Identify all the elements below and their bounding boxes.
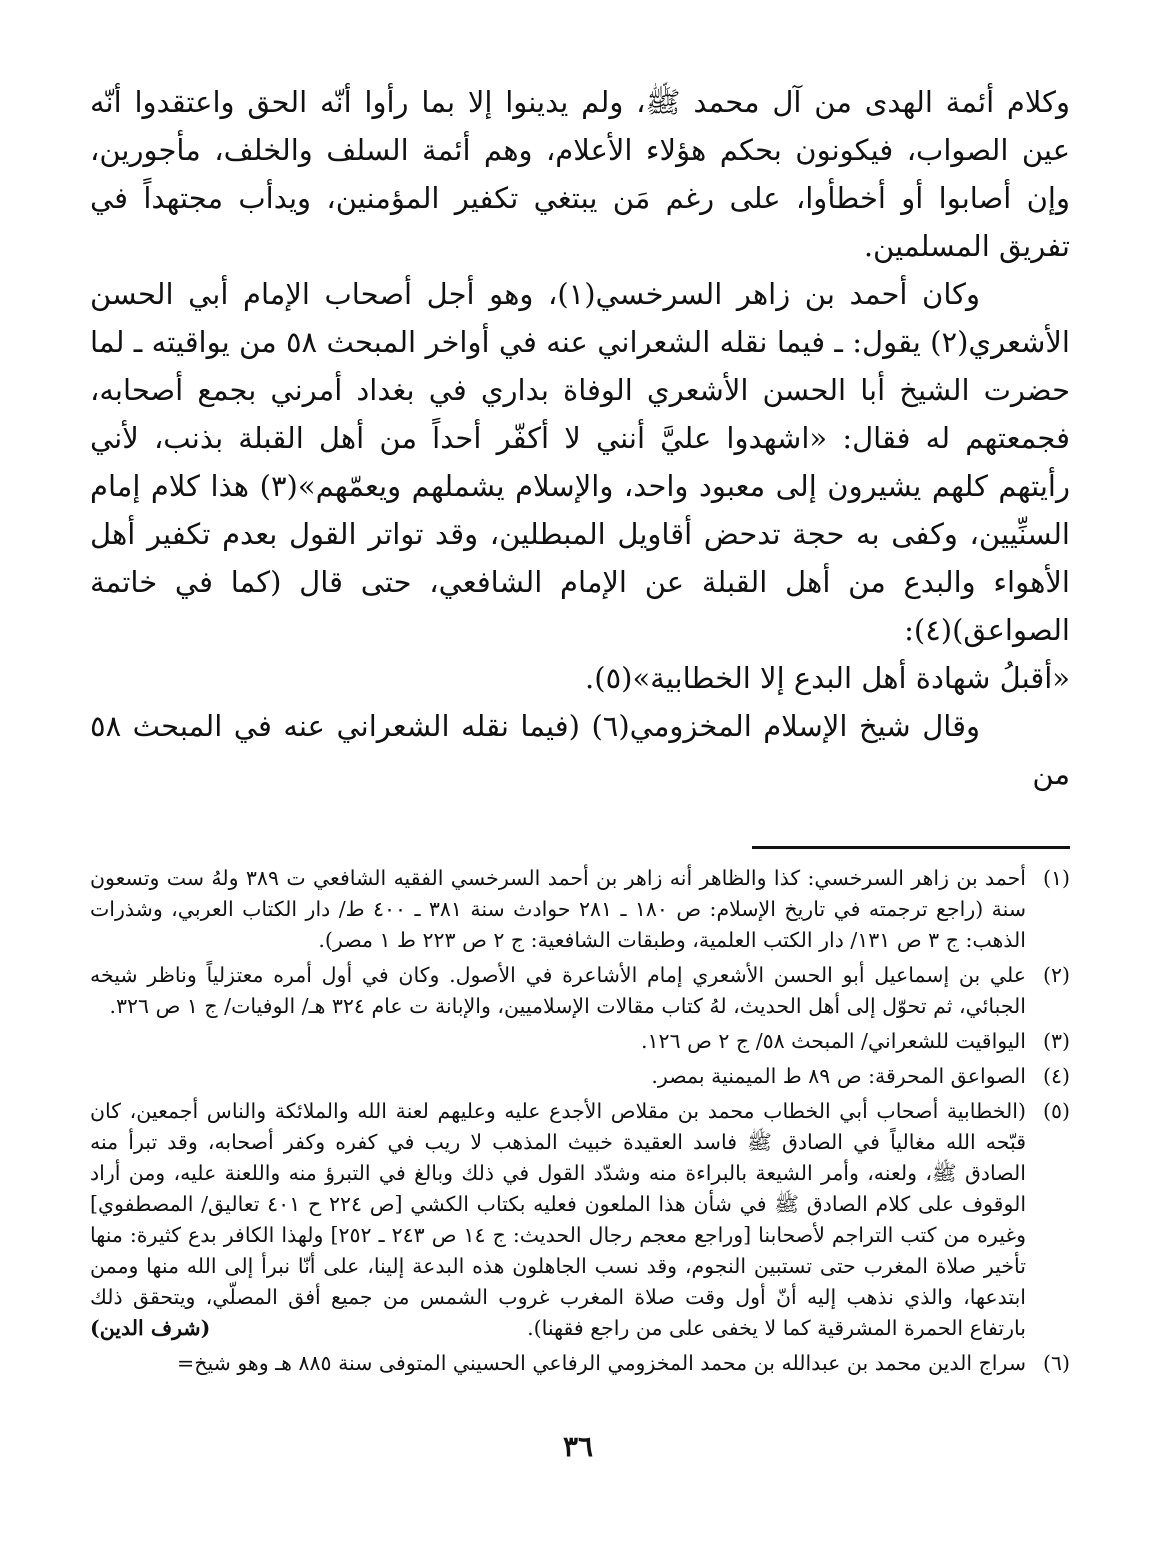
footnotes bbox=[90, 863, 1070, 1379]
paragraph-2: وكان أحمد بن زاهر السرخسي(١)، وهو أجل أصحاب الإمام أبي الحسن الأشعري(٢) يقول: ـ فيما نقله الشعراني عنه في أواخر المبحث ٥٨ من يواقيته ـ لما حضرت الشيخ أبا الحسن الأشعري الوفاة بداري في بغداد أمرني بجمع أصحابه، فجمعتهم له فقال: «اشهدوا عليَّ أنني لا أكفّر أحداً من أهل القبلة بذنب، لأني رأيتهم كلهم يشيرون إلى معبود واحد، والإسلام يشملهم ويعمّهم»(٣) هذا كلام إمام السنِّيين، وكفى به حجة تدحض أقاويل المبطلين، وقد تواتر القول بعدم تكفير أهل الأهواء والبدع من أهل القبلة عن الإمام الشافعي، حتى قال (كما في خاتمة الصواعق)(٤): bbox=[90, 277, 1070, 647]
paragraph-1: وكلام أئمة الهدى من آل محمد ﷺ، ولم يدينوا إلا بما رأوا أنّه الحق واعتقدوا أنّه عين الصواب، فيكونون بحكم هؤلاء الأعلام، وهم أئمة السلف والخلف، مأجورين، وإن أصابوا أو أخطأوا، على رغم مَن يبتغي تكفير المؤمنين، ويدأب مجتهداً في تفريق المسلمين. bbox=[90, 85, 1070, 263]
footnote-item bbox=[90, 960, 1070, 1022]
footnote-text: علي بن إسماعيل أبو الحسن الأشعري إمام الأشاعرة في الأصول. وكان في أول أمره معتزلياً وناظر شيخه الجبائي، ثم تحوّل إلى أهل الحديث، لهُ كتاب مقالات الإسلاميين، والإبانة ت عام ٣٢٤ هـ/ الوفيات/ ج ١ ص ٣٢٦. bbox=[90, 963, 1026, 1018]
footnote-text: اليواقيت للشعراني/ المبحث ٥٨/ ج ٢ ص ١٢٦. bbox=[641, 1029, 1026, 1053]
book-page bbox=[90, 78, 1070, 1498]
footnote-number: (٦) bbox=[1042, 1351, 1070, 1375]
footnote-number: (٢) bbox=[1042, 963, 1070, 987]
footnote-signature: (شرف الدين) bbox=[90, 1316, 211, 1340]
paragraph-4: وقال شيخ الإسلام المخزومي(٦) (فيما نقله الشعراني عنه في المبحث ٥٨ من bbox=[90, 709, 1070, 791]
footnote-number: (٣) bbox=[1042, 1029, 1070, 1053]
page-number: ٣٦ bbox=[562, 1430, 594, 1463]
footnote-number: (١) bbox=[1042, 866, 1070, 890]
footnote-item bbox=[90, 1096, 1070, 1344]
footnote-body bbox=[90, 1096, 1026, 1344]
footnote-text: الصواعق المحرقة: ص ٨٩ ط الميمنية بمصر. bbox=[651, 1064, 1026, 1088]
paragraph-3: «أقبلُ شهادة أهل البدع إلا الخطابية»(٥). bbox=[585, 661, 1070, 695]
footnote-text: (الخطابية أصحاب أبي الخطاب محمد بن مقلاص الأجدع عليه وعليهم لعنة الله والملائكة والناس أجمعين، كان قبّحه الله مغالياً في الصادق ﷺ فاسد العقيدة خبيث المذهب لا ريب في كفره وكفر أصحابه، وقد تبرأ منه الصادق ﷺ، ولعنه، وأمر الشيعة بالبراءة منه وشدّد القول في ذلك وبالغ في التبرؤ منه واللعنة عليه، ومن أراد الوقوف على كلام الصادق ﷺ في شأن هذا الملعون فعليه بكتاب الكشي [ص ٢٢٤ ح ٤٠١ تعاليق/ المصطفوي] وغيره من كتب التراجم لأصحابنا [وراجع معجم رجال الحديث: ج ١٤ ص ٢٤٣ ـ ٢٥٢] ولهذا الكافر بدع كثيرة: منها تأخير صلاة المغرب حتى تستبين النجوم، وقد نسب الجاهلون هذه البدعة إلينا، على أنّا نبرأ إلى الله منها وممن ابتدعها، والذي نذهب إليه أنّ أول وقت صلاة المغرب غروب الشمس من جميع أفق المصلّي، ويتحقق ذلك بارتفاع الحمرة المشرقية كما لا يخفى على من راجع فقهنا). bbox=[90, 1099, 1027, 1340]
footnote-item bbox=[90, 863, 1070, 956]
footnote-item bbox=[90, 1026, 1070, 1057]
footnote-number: (٥) bbox=[1042, 1099, 1070, 1123]
footnote-text: أحمد بن زاهر السرخسي: كذا والظاهر أنه زاهر بن أحمد السرخسي الفقيه الشافعي ت ٣٨٩ ولهُ ست وتسعون سنة (راجع ترجمته في تاريخ الإسلام: ص ١٨٠ ـ ٢٨١ حوادث سنة ٣٨١ ـ ٤٠٠ ط/ دار الكتاب العربي، وشذرات الذهب: ج ٣ ص ١٣١/ دار الكتب العلمية، وطبقات الشافعية: ج ٢ ص ٢٢٣ ط ١ مصر). bbox=[90, 866, 1026, 952]
footnote-item bbox=[90, 1061, 1070, 1092]
footnote-text: سراج الدين محمد بن عبدالله بن محمد المخزومي الرفاعي الحسيني المتوفى سنة ٨٨٥ هـ وهو شيخ= bbox=[177, 1351, 1026, 1375]
footnote-number: (٤) bbox=[1042, 1064, 1070, 1088]
footnote-item bbox=[90, 1348, 1070, 1379]
footnote-divider bbox=[752, 846, 1070, 849]
main-text bbox=[90, 78, 1070, 798]
